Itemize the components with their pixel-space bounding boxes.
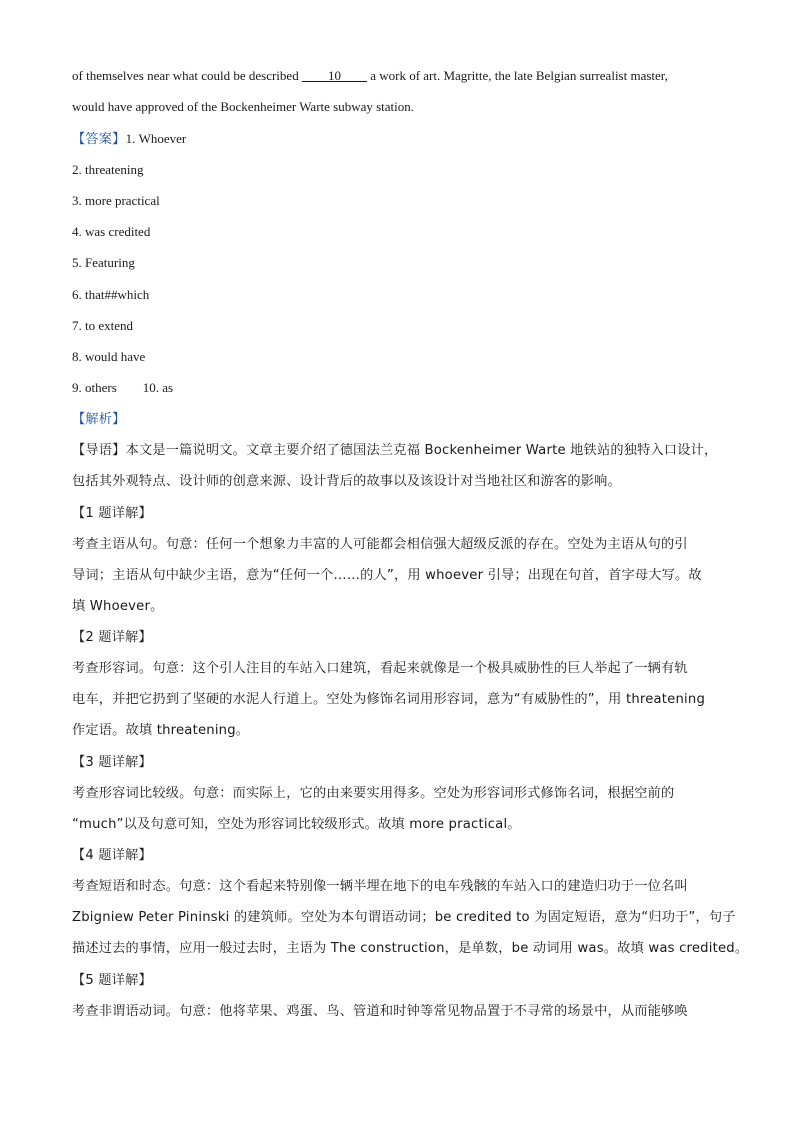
answer-item: 8. would have — [72, 349, 146, 364]
q4-header: 【4 题详解】 — [72, 848, 152, 863]
answer-item: 1. Whoever — [125, 131, 187, 146]
q3-line: “much”以及句意可知，空处为形容词比较级形式。故填 more practical。 — [72, 817, 521, 832]
q3-line: 考查形容词比较级。句意：而实际上，它的由来要实用得多。空处为形容词形式修饰名词，根据空前的 — [72, 786, 675, 801]
q1-line: 导词；主语从句中缺少主语，意为“任何一个……的人”，用 whoever 引导；出现在句首，首字母大写。故 — [72, 568, 702, 583]
guide-line — [72, 442, 724, 460]
answer-item: 3. more practical — [72, 193, 160, 208]
q2-line: 考查形容词。句意：这个引人注目的车站入口建筑，看起来就像是一个极具威胁性的巨人举起了一辆有轨 — [72, 661, 688, 676]
q3-header: 【3 题详解】 — [72, 755, 152, 770]
q1-header: 【1 题详解】 — [72, 506, 152, 521]
passage-text: a work of art. Magritte, the late Belgian surrealist master, — [366, 68, 668, 83]
q1-line: 填 Whoever。 — [72, 599, 164, 614]
passage-text: of themselves near what could be described — [72, 68, 302, 83]
guide-text: 本文是一篇说明文。文章主要介绍了德国法兰克福 Bockenheimer Warte 地铁站的独特入口设计， — [125, 443, 718, 458]
q4-line: 描述过去的事情，应用一般过去时，主语为 The construction，是单数，be 动词用 was。故填 was credited。 — [72, 941, 749, 956]
q2-line: 电车，并把它扔到了坚硬的水泥人行道上。空处为修饰名词用形容词，意为“有威胁性的”，用 threatening — [72, 692, 706, 707]
q5-line: 考查非谓语动词。句意：他将苹果、鸡蛋、鸟、管道和时钟等常见物品置于不寻常的场景中，从而能够唤 — [72, 1004, 688, 1019]
analysis-tag: 【解析】 — [72, 412, 126, 427]
passage-line-2: would have approved of the Bockenheimer Warte subway station. — [72, 99, 415, 114]
q5-header: 【5 题详解】 — [72, 973, 152, 988]
answer-item: 2. threatening — [72, 162, 144, 177]
q1-line: 考查主语从句。句意：任何一个想象力丰富的人可能都会相信强大超级反派的存在。空处为主语从句的引 — [72, 537, 688, 552]
guide-line: 包括其外观特点、设计师的创意来源、设计背后的故事以及该设计对当地社区和游客的影响。 — [72, 474, 621, 489]
q2-line: 作定语。故填 threatening。 — [72, 723, 250, 738]
answer-header — [72, 130, 724, 149]
answer-item: 9. others 10. as — [72, 380, 174, 395]
q2-header: 【2 题详解】 — [72, 630, 152, 645]
passage-line-1 — [72, 67, 724, 85]
answer-item: 5. Featuring — [72, 255, 135, 270]
answer-item: 6. that##which — [72, 287, 150, 302]
answer-item: 4. was credited — [72, 224, 151, 239]
blank-10: ____10____ — [301, 68, 367, 83]
answer-tag: 【答案】 — [72, 132, 126, 147]
q4-line: 考查短语和时态。句意：这个看起来特别像一辆半埋在地下的电车残骸的车站入口的建造归功于一位名叫 — [72, 879, 688, 894]
answer-item: 7. to extend — [72, 318, 134, 333]
q4-line: Zbigniew Peter Pininski 的建筑师。空处为本句谓语动词；be credited to 为固定短语，意为“归功于”，句子 — [72, 910, 736, 925]
guide-tag: 【导语】 — [72, 443, 126, 458]
